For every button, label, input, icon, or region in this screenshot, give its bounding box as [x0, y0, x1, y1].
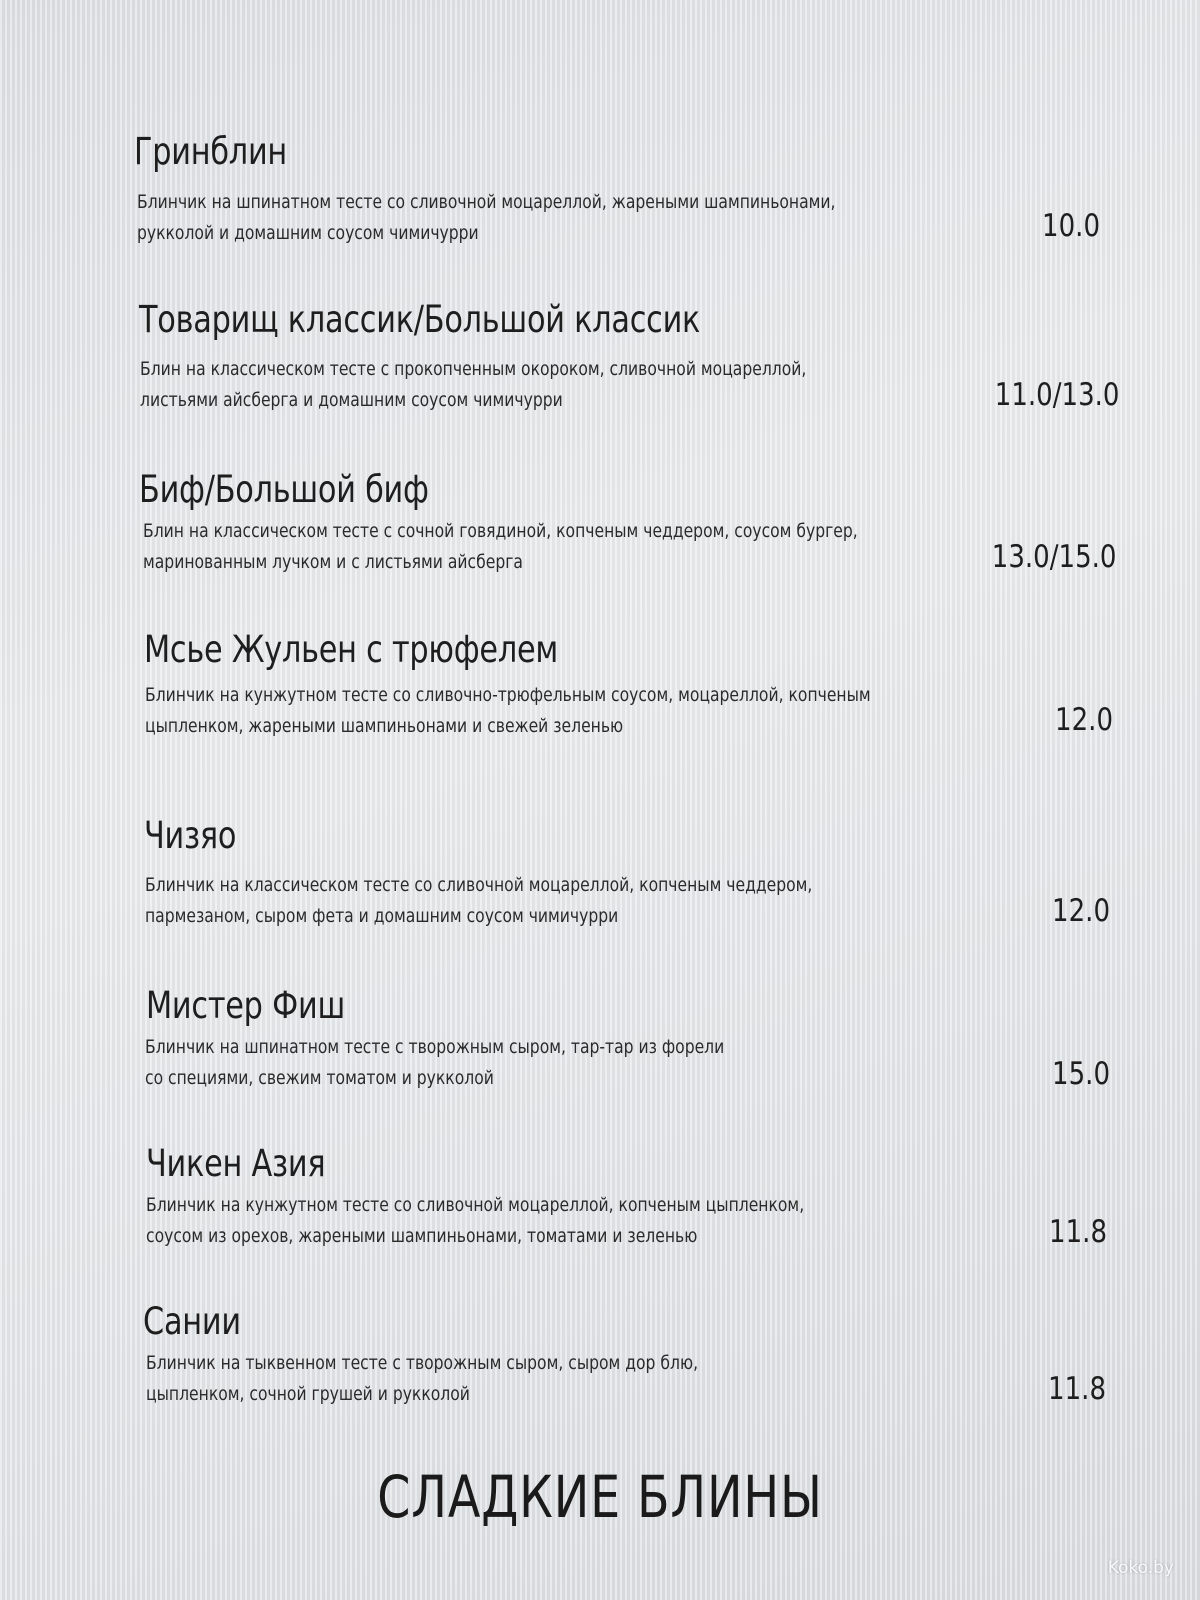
- item-description-line: Блинчик на шпинатном тесте со сливочной моцареллой, жареными шампиньонами,: [137, 191, 836, 213]
- item-description-line: Блинчик на шпинатном тесте с творожным сыром, тар-тар из форели: [145, 1036, 725, 1058]
- item-price: 10.0: [1042, 208, 1100, 244]
- item-description: [140, 354, 806, 416]
- item-description-line: Блин на классическом тесте с прокопченным окороком, сливочной моцареллой,: [140, 358, 807, 380]
- item-description-line: маринованным лучком и с листьями айсберга: [143, 551, 523, 573]
- item-price: 11.0/13.0: [994, 377, 1119, 413]
- section-title: СЛАДКИЕ БЛИНЫ: [377, 1463, 823, 1531]
- item-description-line: цыпленком, жареными шампиньонами и свежей зеленью: [145, 715, 624, 737]
- item-description: [145, 870, 812, 932]
- item-name: Мсье Жульен с трюфелем: [144, 628, 559, 671]
- item-price: 11.8: [1049, 1214, 1107, 1250]
- item-description-line: пармезаном, сыром фета и домашним соусом чимичурри: [145, 905, 619, 927]
- item-name: Чизяо: [144, 814, 237, 857]
- item-description: [146, 1190, 804, 1252]
- item-name: Биф/Большой биф: [139, 468, 429, 511]
- item-price: 12.0: [1052, 893, 1110, 929]
- item-description-line: Блинчик на классическом тесте со сливочной моцареллой, копченым чеддером,: [145, 874, 813, 896]
- item-description-line: соусом из орехов, жареными шампиньонами, томатами и зеленью: [146, 1225, 698, 1247]
- item-price: 12.0: [1055, 702, 1113, 738]
- item-price: 15.0: [1052, 1056, 1110, 1092]
- item-name: Мистер Фиш: [146, 984, 345, 1027]
- item-name: Сании: [143, 1300, 241, 1343]
- item-description: [145, 680, 871, 742]
- item-description-line: рукколой и домашним соусом чимичурри: [137, 222, 479, 244]
- item-description-line: Блинчик на кунжутном тесте со сливочно-трюфельным соусом, моцареллой, копченым: [145, 684, 871, 706]
- item-name: Товарищ классик/Большой классик: [139, 298, 701, 341]
- item-description: [146, 1348, 698, 1410]
- item-description-line: листьями айсберга и домашним соусом чимичурри: [140, 389, 563, 411]
- item-name: Чикен Азия: [146, 1142, 326, 1185]
- item-description-line: Блинчик на кунжутном тесте со сливочной моцареллой, копченым цыпленком,: [146, 1194, 805, 1216]
- item-price: 13.0/15.0: [991, 539, 1116, 575]
- item-description: [143, 516, 858, 578]
- item-description-line: Блинчик на тыквенном тесте с творожным сыром, сыром дор блю,: [146, 1352, 699, 1374]
- item-description-line: Блин на классическом тесте с сочной говядиной, копченым чеддером, соусом бургер,: [143, 520, 858, 542]
- item-price: 11.8: [1048, 1371, 1106, 1407]
- item-description: [145, 1032, 724, 1094]
- item-description-line: цыпленком, сочной грушей и рукколой: [146, 1383, 470, 1405]
- item-name: Гринблин: [134, 130, 288, 173]
- item-description-line: со специями, свежим томатом и рукколой: [145, 1067, 494, 1089]
- item-description: [137, 187, 835, 249]
- watermark: Koko.by: [1107, 1558, 1174, 1578]
